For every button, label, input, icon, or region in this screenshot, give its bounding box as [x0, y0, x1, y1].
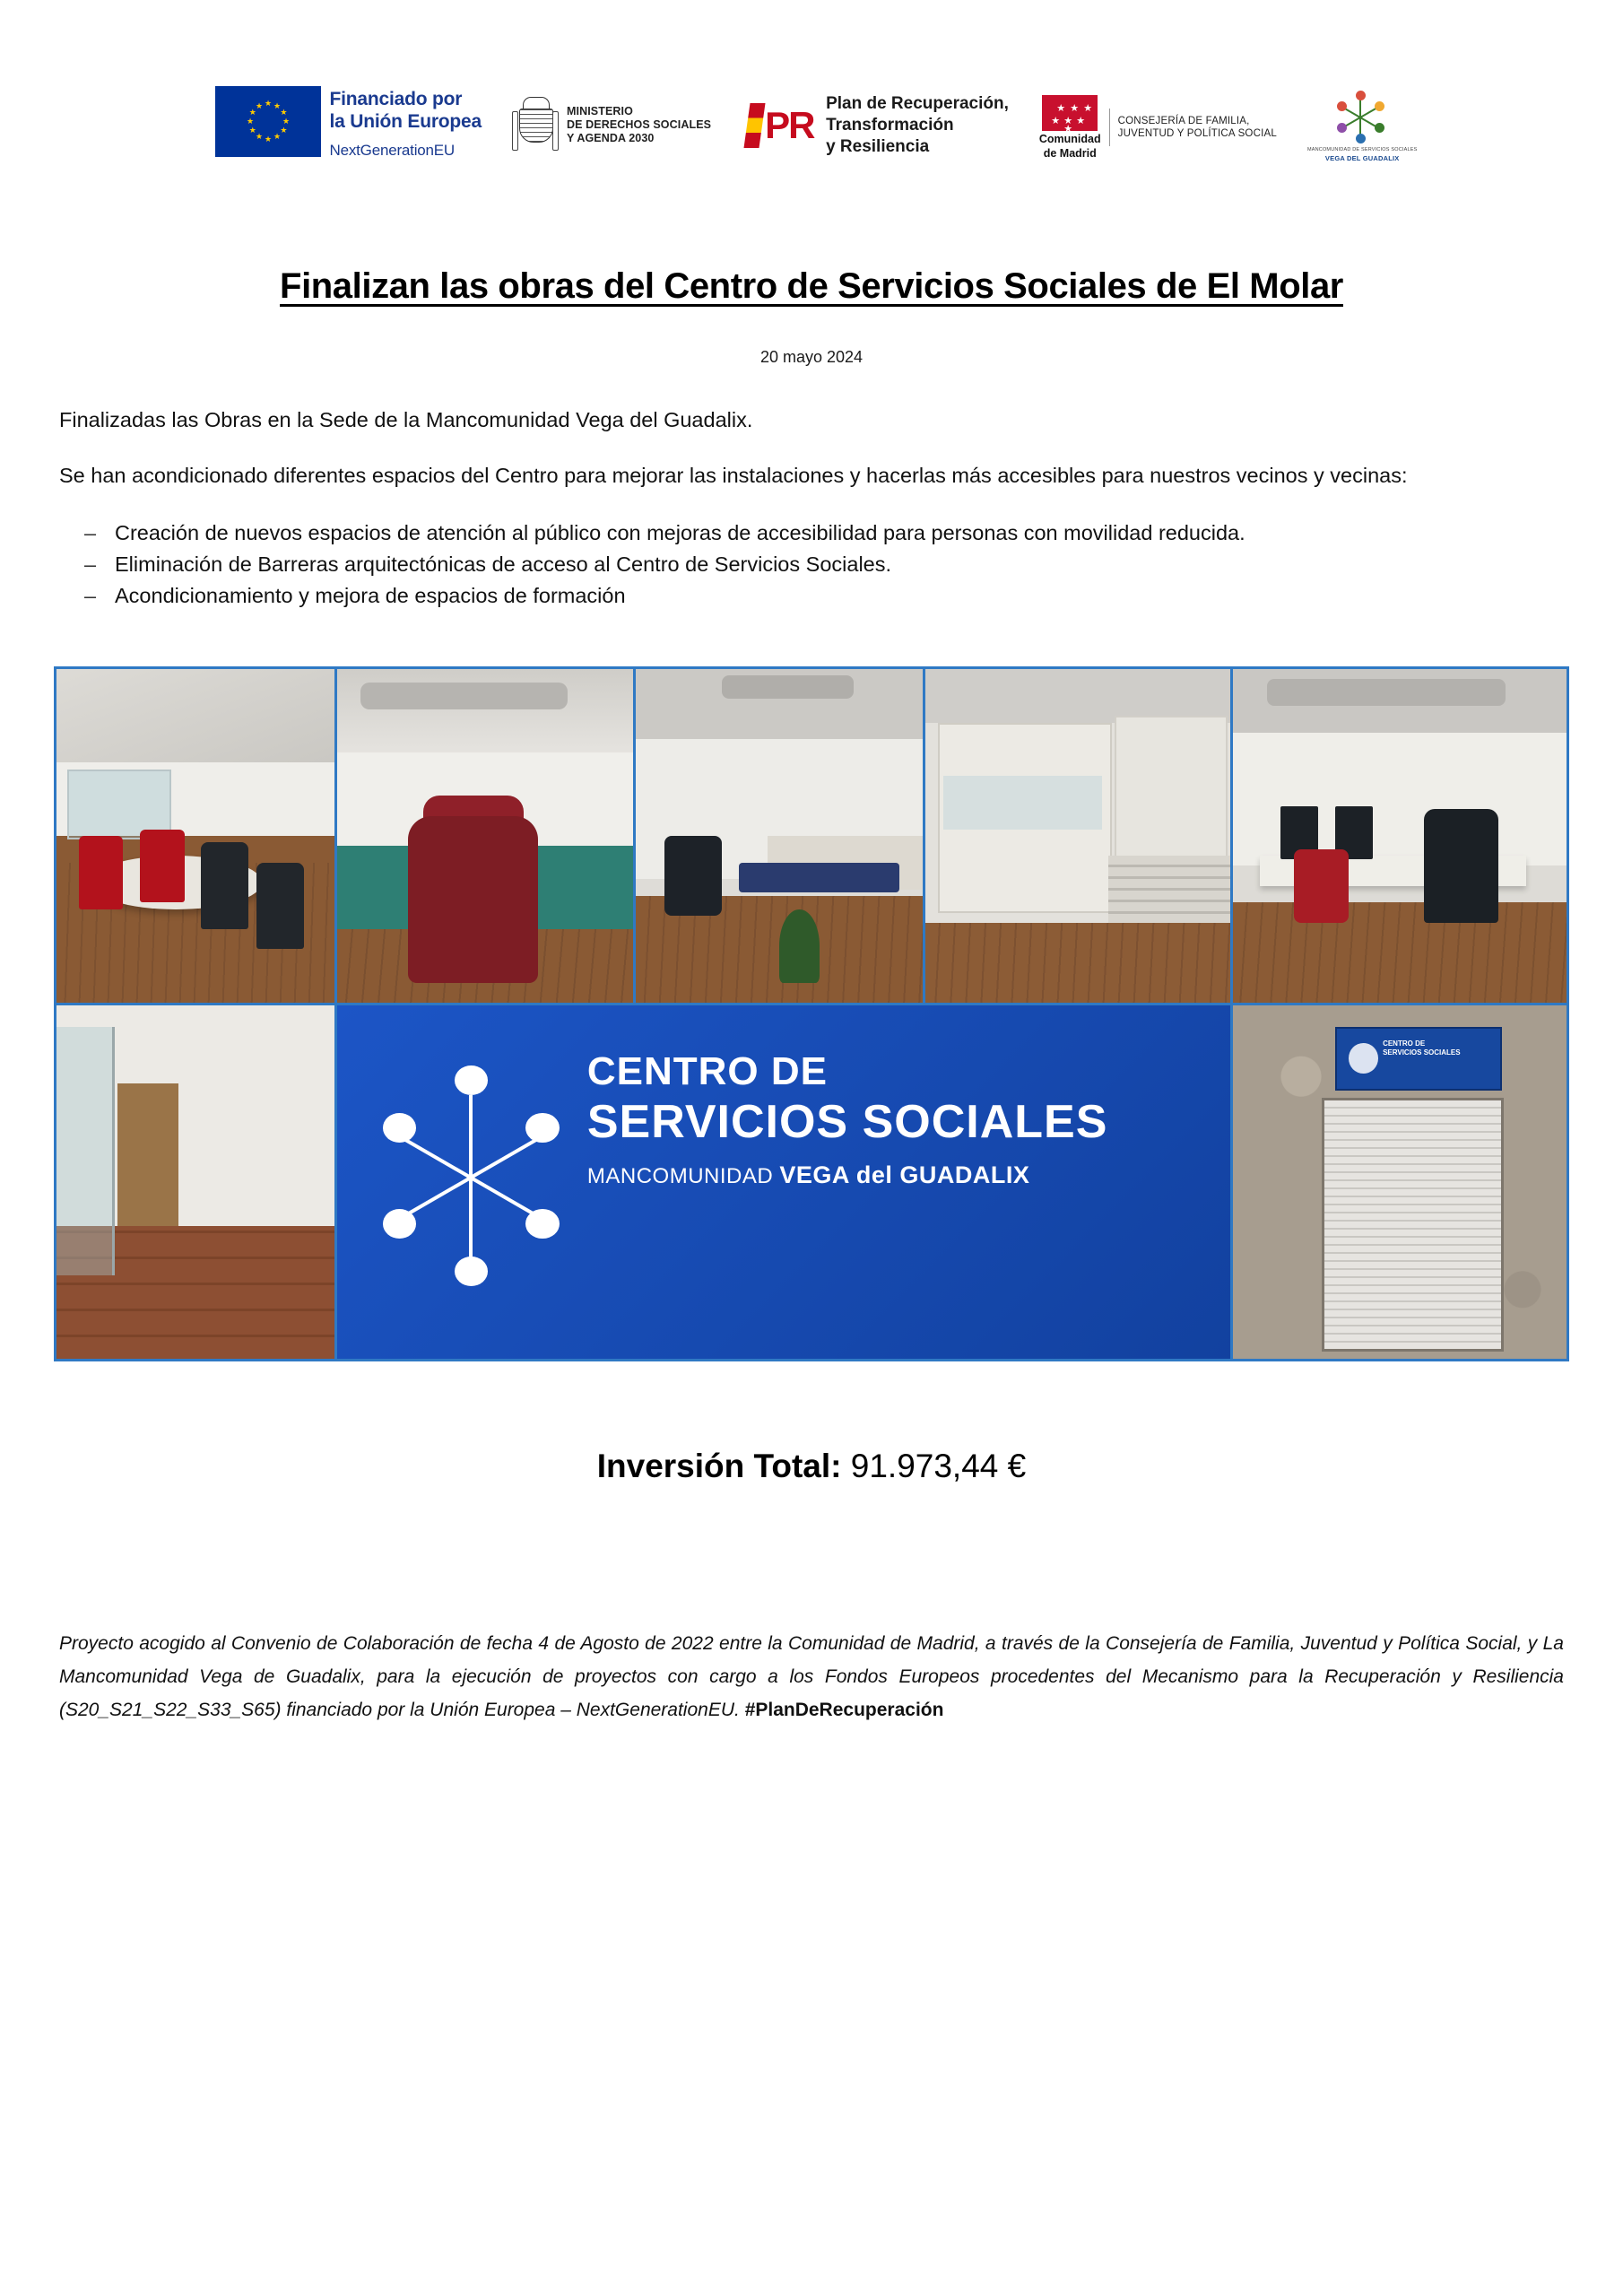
plan-recuperacion-icon [742, 98, 815, 153]
madrid-mark [1039, 95, 1101, 160]
mancomunidad-caption-small: MANCOMUNIDAD DE SERVICIOS SOCIALES [1306, 147, 1418, 152]
eu-line3: NextGenerationEU [329, 142, 455, 159]
ministerio-line1: MINISTERIO [567, 104, 633, 117]
footnote-text: Proyecto acogido al Convenio de Colaboración de fecha 4 de Agosto de 2022 entre la Comunidad de Madrid, a través de la Consejería de Familia, Juventud y Política Social, y La Mancomunidad Vega de Guadalix, para la ejecución de proyectos con cargo a los Fondos Europeos procedentes del Mecanismo para la Recuperación y Resiliencia (S20_S21_S22_S33_S65) financiado por la Unión Europea – NextGenerationEU. [59, 1633, 1564, 1720]
bullet-marker: – [84, 584, 97, 607]
mancomunidad-caption [1307, 146, 1418, 162]
eu-line2: la Unión Europea [329, 111, 482, 132]
plan-line1: Plan de Recuperación, [826, 94, 1009, 113]
bullet-marker: – [84, 521, 97, 544]
list-item [59, 580, 1562, 611]
funding-logo-bar [54, 0, 1569, 162]
entrance-plaque [1335, 1027, 1502, 1091]
photo-empty-room-tiled-floor [56, 1005, 334, 1361]
madrid-department [1118, 115, 1277, 140]
photo-stone-facade-entrance [1233, 1005, 1569, 1361]
photo-office-teal-floor [337, 669, 633, 1003]
plaque-line1: CENTRO DE [1383, 1039, 1426, 1048]
description-paragraph: Se han acondicionado diferentes espacios del Centro para mejorar las instalaciones y hacerlas más accesibles para nuestros vecinos y vecinas: [59, 464, 1408, 487]
legal-footnote [54, 1627, 1569, 1726]
sign-text [587, 1048, 1203, 1189]
page-title: Finalizan las obras del Centro de Servicios Sociales de El Molar [280, 266, 1343, 306]
mancomunidad-caption-main: VEGA DEL GUADALIX [1324, 154, 1400, 162]
plan-text [826, 93, 1009, 158]
list-item [59, 549, 1562, 579]
madrid-dept-line2: JUVENTUD Y POLÍTICA SOCIAL [1117, 128, 1277, 139]
eu-line1: Financiado por [329, 89, 463, 109]
list-item-text: Eliminación de Barreras arquitectónicas de acceso al Centro de Servicios Sociales. [115, 552, 892, 576]
photo-blue-sign [337, 1005, 1230, 1361]
article-body [54, 404, 1569, 611]
photo-waiting-area-bench [636, 669, 923, 1003]
sign-line3-prefix: MANCOMUNIDAD [586, 1163, 780, 1188]
rolling-shutter [1322, 1098, 1505, 1352]
photo-meeting-room-red-chairs [56, 669, 334, 1003]
improvements-list [59, 517, 1562, 611]
publication-date: 20 mayo 2024 [759, 348, 864, 366]
photo-workstation-desks [1233, 669, 1569, 1003]
sign-line1: CENTRO DE [586, 1048, 828, 1093]
ministerio-text [567, 105, 711, 145]
logo-mancomunidad [1307, 86, 1418, 162]
madrid-dept-line1: CONSEJERÍA DE FAMILIA, [1117, 116, 1250, 126]
madrid-name-line2: de Madrid [1043, 147, 1097, 160]
logo-plan-recuperacion [742, 86, 1009, 158]
ministerio-line2: DE DERECHOS SOCIALES [567, 117, 712, 131]
logo-european-union [215, 86, 482, 161]
ministerio-line3: Y AGENDA 2030 [567, 131, 655, 144]
investment-label: Inversión Total: [596, 1448, 842, 1484]
investment-total [54, 1448, 1569, 1485]
photo-glass-partitions-stairs [925, 669, 1230, 1003]
list-item-text: Creación de nuevos espacios de atención al público con mejoras de accesibilidad para personas con movilidad reducida. [115, 521, 1245, 544]
mancomunidad-icon [1326, 90, 1398, 145]
footnote-hashtag: #PlanDeRecuperación [744, 1700, 944, 1720]
investment-value: 91.973,44 € [850, 1448, 1027, 1484]
sign-line3 [587, 1161, 1203, 1189]
bullet-marker: – [84, 552, 97, 576]
photo-collage [54, 666, 1569, 1361]
sign-line3-bold: VEGA del GUADALIX [779, 1161, 1030, 1188]
sign-line2: SERVICIOS SOCIALES [586, 1095, 1108, 1148]
eu-logo-text [330, 86, 482, 161]
intro-paragraph: Finalizadas las Obras en la Sede de la Mancomunidad Vega del Guadalix. [59, 408, 753, 431]
list-item-text: Acondicionamiento y mejora de espacios de formación [115, 584, 626, 607]
madrid-name-line1: Comunidad [1038, 133, 1101, 145]
madrid-flag-icon: ★ ★ ★ ★ ★ ★ ★ [1042, 95, 1098, 131]
logo-comunidad-madrid [1039, 86, 1277, 160]
plan-line3: y Resiliencia [826, 137, 930, 156]
plaque-line2: SERVICIOS SOCIALES [1383, 1048, 1461, 1057]
plan-mark-letters: PR [765, 104, 814, 146]
spain-government-crest-icon [512, 97, 559, 152]
list-item [59, 517, 1562, 548]
mancomunidad-emblem-icon [373, 1062, 569, 1289]
logo-ministerio [512, 86, 711, 152]
plan-line2: Transformación [826, 116, 954, 135]
plaque-text [1383, 1039, 1461, 1057]
divider [1109, 109, 1110, 146]
eu-flag-icon: ★ ★ ★ ★ ★ ★ ★ ★ ★ ★ ★ ★ [215, 86, 321, 157]
